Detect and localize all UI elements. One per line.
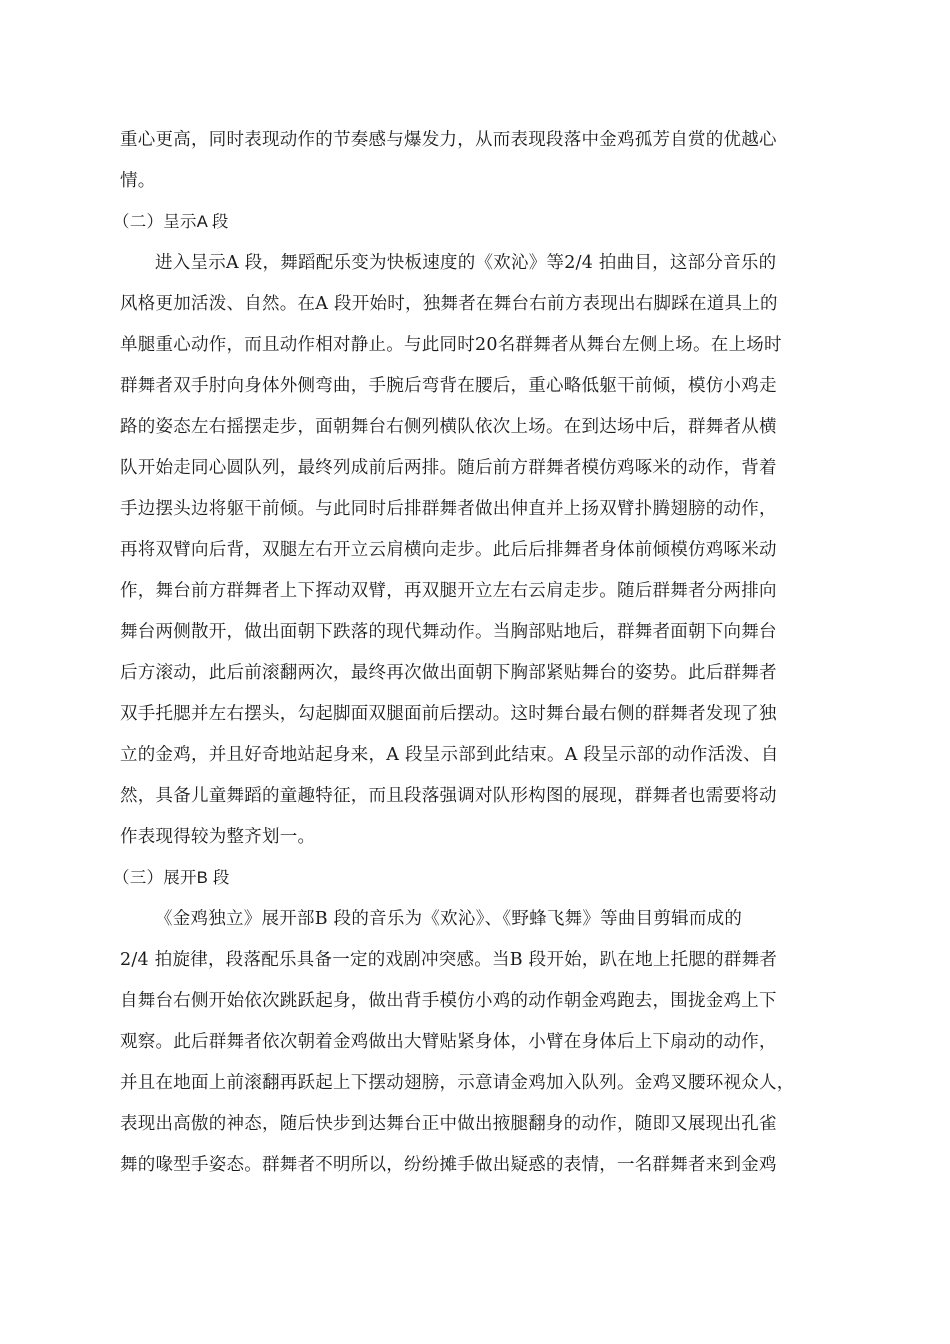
paragraph-line: 立的金鸡，并且好奇地站起身来，A 段呈示部到此结束。A 段呈示部的动作活泼、自: [120, 745, 779, 765]
section-heading-b: （三）展开B 段: [113, 869, 230, 887]
paragraph-line: 作，舞台前方群舞者上下挥动双臂，再双腿开立左右云肩走步。随后群舞者分两排向: [120, 581, 777, 601]
paragraph-line: 手边摆头边将躯干前倾。与此同时后排群舞者做出伸直并上扬双臂扑腾翅膀的动作，: [120, 499, 777, 519]
paragraph-line: 后方滚动，此后前滚翻两次，最终再次做出面朝下胸部紧贴舞台的姿势。此后群舞者: [120, 663, 777, 683]
paragraph-line: 双手托腮并左右摆头，勾起脚面双腿面前后摆动。这时舞台最右侧的群舞者发现了独: [120, 704, 777, 724]
paragraph-line: 舞的喙型手姿态。群舞者不明所以，纷纷摊手做出疑惑的表情，一名群舞者来到金鸡: [120, 1155, 777, 1175]
paragraph-line: 舞台两侧散开，做出面朝下跌落的现代舞动作。当胸部贴地后，群舞者面朝下向舞台: [120, 622, 777, 642]
paragraph-line: 《金鸡独立》展开部B 段的音乐为《欢沁》、《野蜂飞舞》等曲目剪辑而成的: [155, 909, 743, 929]
paragraph-line: 进入呈示A 段，舞蹈配乐变为快板速度的《欢沁》等2/4 拍曲目，这部分音乐的: [155, 253, 777, 273]
paragraph-line: 情。: [120, 171, 156, 191]
section-heading-a: （二）呈示A 段: [113, 213, 229, 231]
paragraph-line: 2/4 拍旋律，段落配乐具备一定的戏剧冲突感。当B 段开始，趴在地上托腮的群舞者: [120, 950, 778, 970]
paragraph-line: 观察。此后群舞者依次朝着金鸡做出大臂贴紧身体，小臂在身体后上下扇动的动作，: [120, 1032, 777, 1052]
paragraph-line: 并且在地面上前滚翻再跃起上下摆动翅膀，示意请金鸡加入队列。金鸡叉腰环视众人，: [120, 1073, 795, 1093]
paragraph-line: 再将双臂向后背，双腿左右开立云肩横向走步。此后后排舞者身体前倾模仿鸡啄米动: [120, 540, 777, 560]
paragraph-line: 群舞者双手肘向身体外侧弯曲，手腕后弯背在腰后，重心略低躯干前倾，模仿小鸡走: [120, 376, 777, 396]
paragraph-line: 表现出高傲的神态，随后快步到达舞台正中做出掖腿翻身的动作，随即又展现出孔雀: [120, 1114, 777, 1134]
paragraph-line: 单腿重心动作，而且动作相对静止。与此同时20名群舞者从舞台左侧上场。在上场时: [120, 335, 782, 355]
paragraph-line: 路的姿态左右摇摆走步，面朝舞台右侧列横队依次上场。在到达场中后，群舞者从横: [120, 417, 777, 437]
paragraph-line: 作表现得较为整齐划一。: [120, 827, 316, 847]
paragraph-line: 自舞台右侧开始依次跳跃起身，做出背手模仿小鸡的动作朝金鸡跑去，围拢金鸡上下: [120, 991, 777, 1011]
paragraph-line: 然，具备儿童舞蹈的童趣特征，而且段落强调对队形构图的展现，群舞者也需要将动: [120, 786, 777, 806]
paragraph-line: 重心更高，同时表现动作的节奏感与爆发力，从而表现段落中金鸡孤芳自赏的优越心: [120, 130, 777, 150]
paragraph-line: 队开始走同心圆队列，最终列成前后两排。随后前方群舞者模仿鸡啄米的动作，背着: [120, 458, 777, 478]
paragraph-line: 风格更加活泼、自然。在A 段开始时，独舞者在舞台右前方表现出右脚踩在道具上的: [120, 294, 778, 314]
